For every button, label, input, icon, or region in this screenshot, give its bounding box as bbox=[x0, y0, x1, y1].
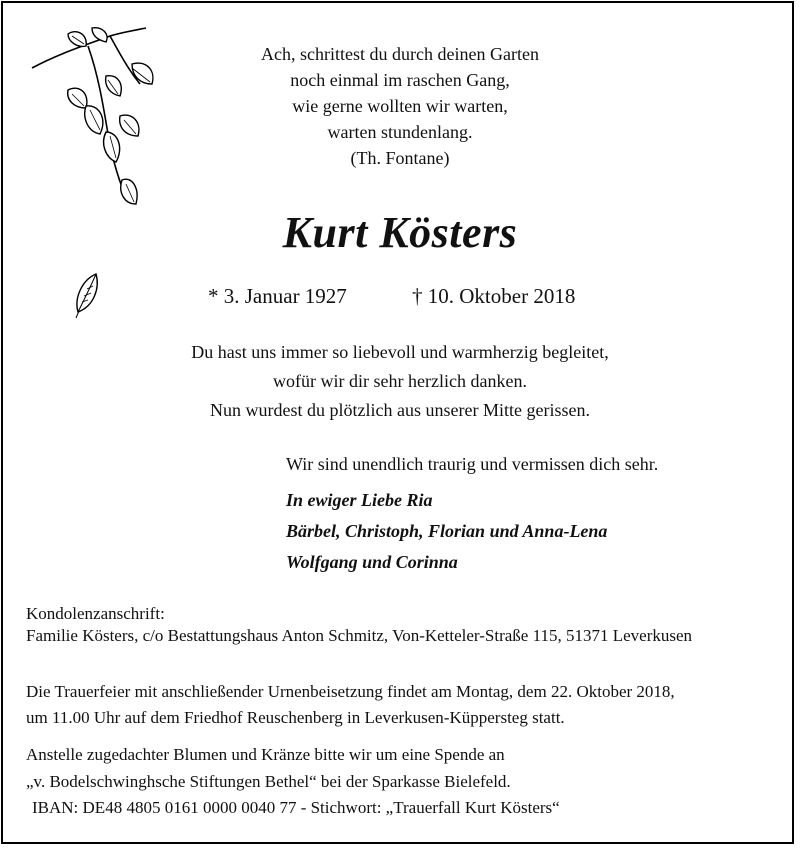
poem-line: warten stundenlang. bbox=[327, 122, 473, 142]
signature-line: Wolfgang und Corinna bbox=[286, 552, 458, 572]
poem-line: Ach, schrittest du durch deinen Garten bbox=[261, 44, 539, 64]
signature-line: Bärbel, Christoph, Florian und Anna-Lena bbox=[286, 521, 608, 541]
deceased-name: Kurt Kösters bbox=[282, 208, 518, 257]
donation-iban: IBAN: DE48 4805 0161 0000 0040 77 - Stichwort: „Trauerfall Kurt Kösters“ bbox=[32, 798, 560, 817]
poem-author: (Th. Fontane) bbox=[350, 148, 450, 168]
condolence-label: Kondolenzanschrift: bbox=[26, 604, 165, 623]
birth-date: * 3. Januar 1927 bbox=[208, 284, 347, 308]
tribute-line: Du hast uns immer so liebevoll und warmherzig begleitet, bbox=[191, 342, 609, 362]
death-date: † 10. Oktober 2018 bbox=[412, 284, 576, 308]
falling-leaf-icon bbox=[72, 272, 102, 320]
donation-line: Anstelle zugedachter Blumen und Kränze bitte wir um eine Spende an bbox=[26, 745, 505, 764]
condolence-address: Familie Kösters, c/o Bestattungshaus Anton Schmitz, Von-Ketteler-Straße 115, 51371 Leverkusen bbox=[26, 626, 693, 645]
signature-line: In ewiger Liebe Ria bbox=[286, 490, 433, 510]
ceremony-line: Die Trauerfeier mit anschließender Urnenbeisetzung findet am Montag, dem 22. Oktober 2018, bbox=[26, 682, 675, 701]
tribute-line: Nun wurdest du plötzlich aus unserer Mitte gerissen. bbox=[210, 400, 590, 420]
donation-line: „v. Bodelschwinghsche Stiftungen Bethel“ bei der Sparkasse Bielefeld. bbox=[26, 772, 511, 791]
poem-line: wie gerne wollten wir warten, bbox=[292, 96, 508, 116]
poem-line: noch einmal im raschen Gang, bbox=[290, 70, 510, 90]
tribute-line: wofür wir dir sehr herzlich danken. bbox=[273, 371, 527, 391]
mourning-line: Wir sind unendlich traurig und vermissen dich sehr. bbox=[286, 454, 659, 474]
ceremony-line: um 11.00 Uhr auf dem Friedhof Reuschenberg in Leverkusen-Küppersteg statt. bbox=[26, 708, 565, 727]
